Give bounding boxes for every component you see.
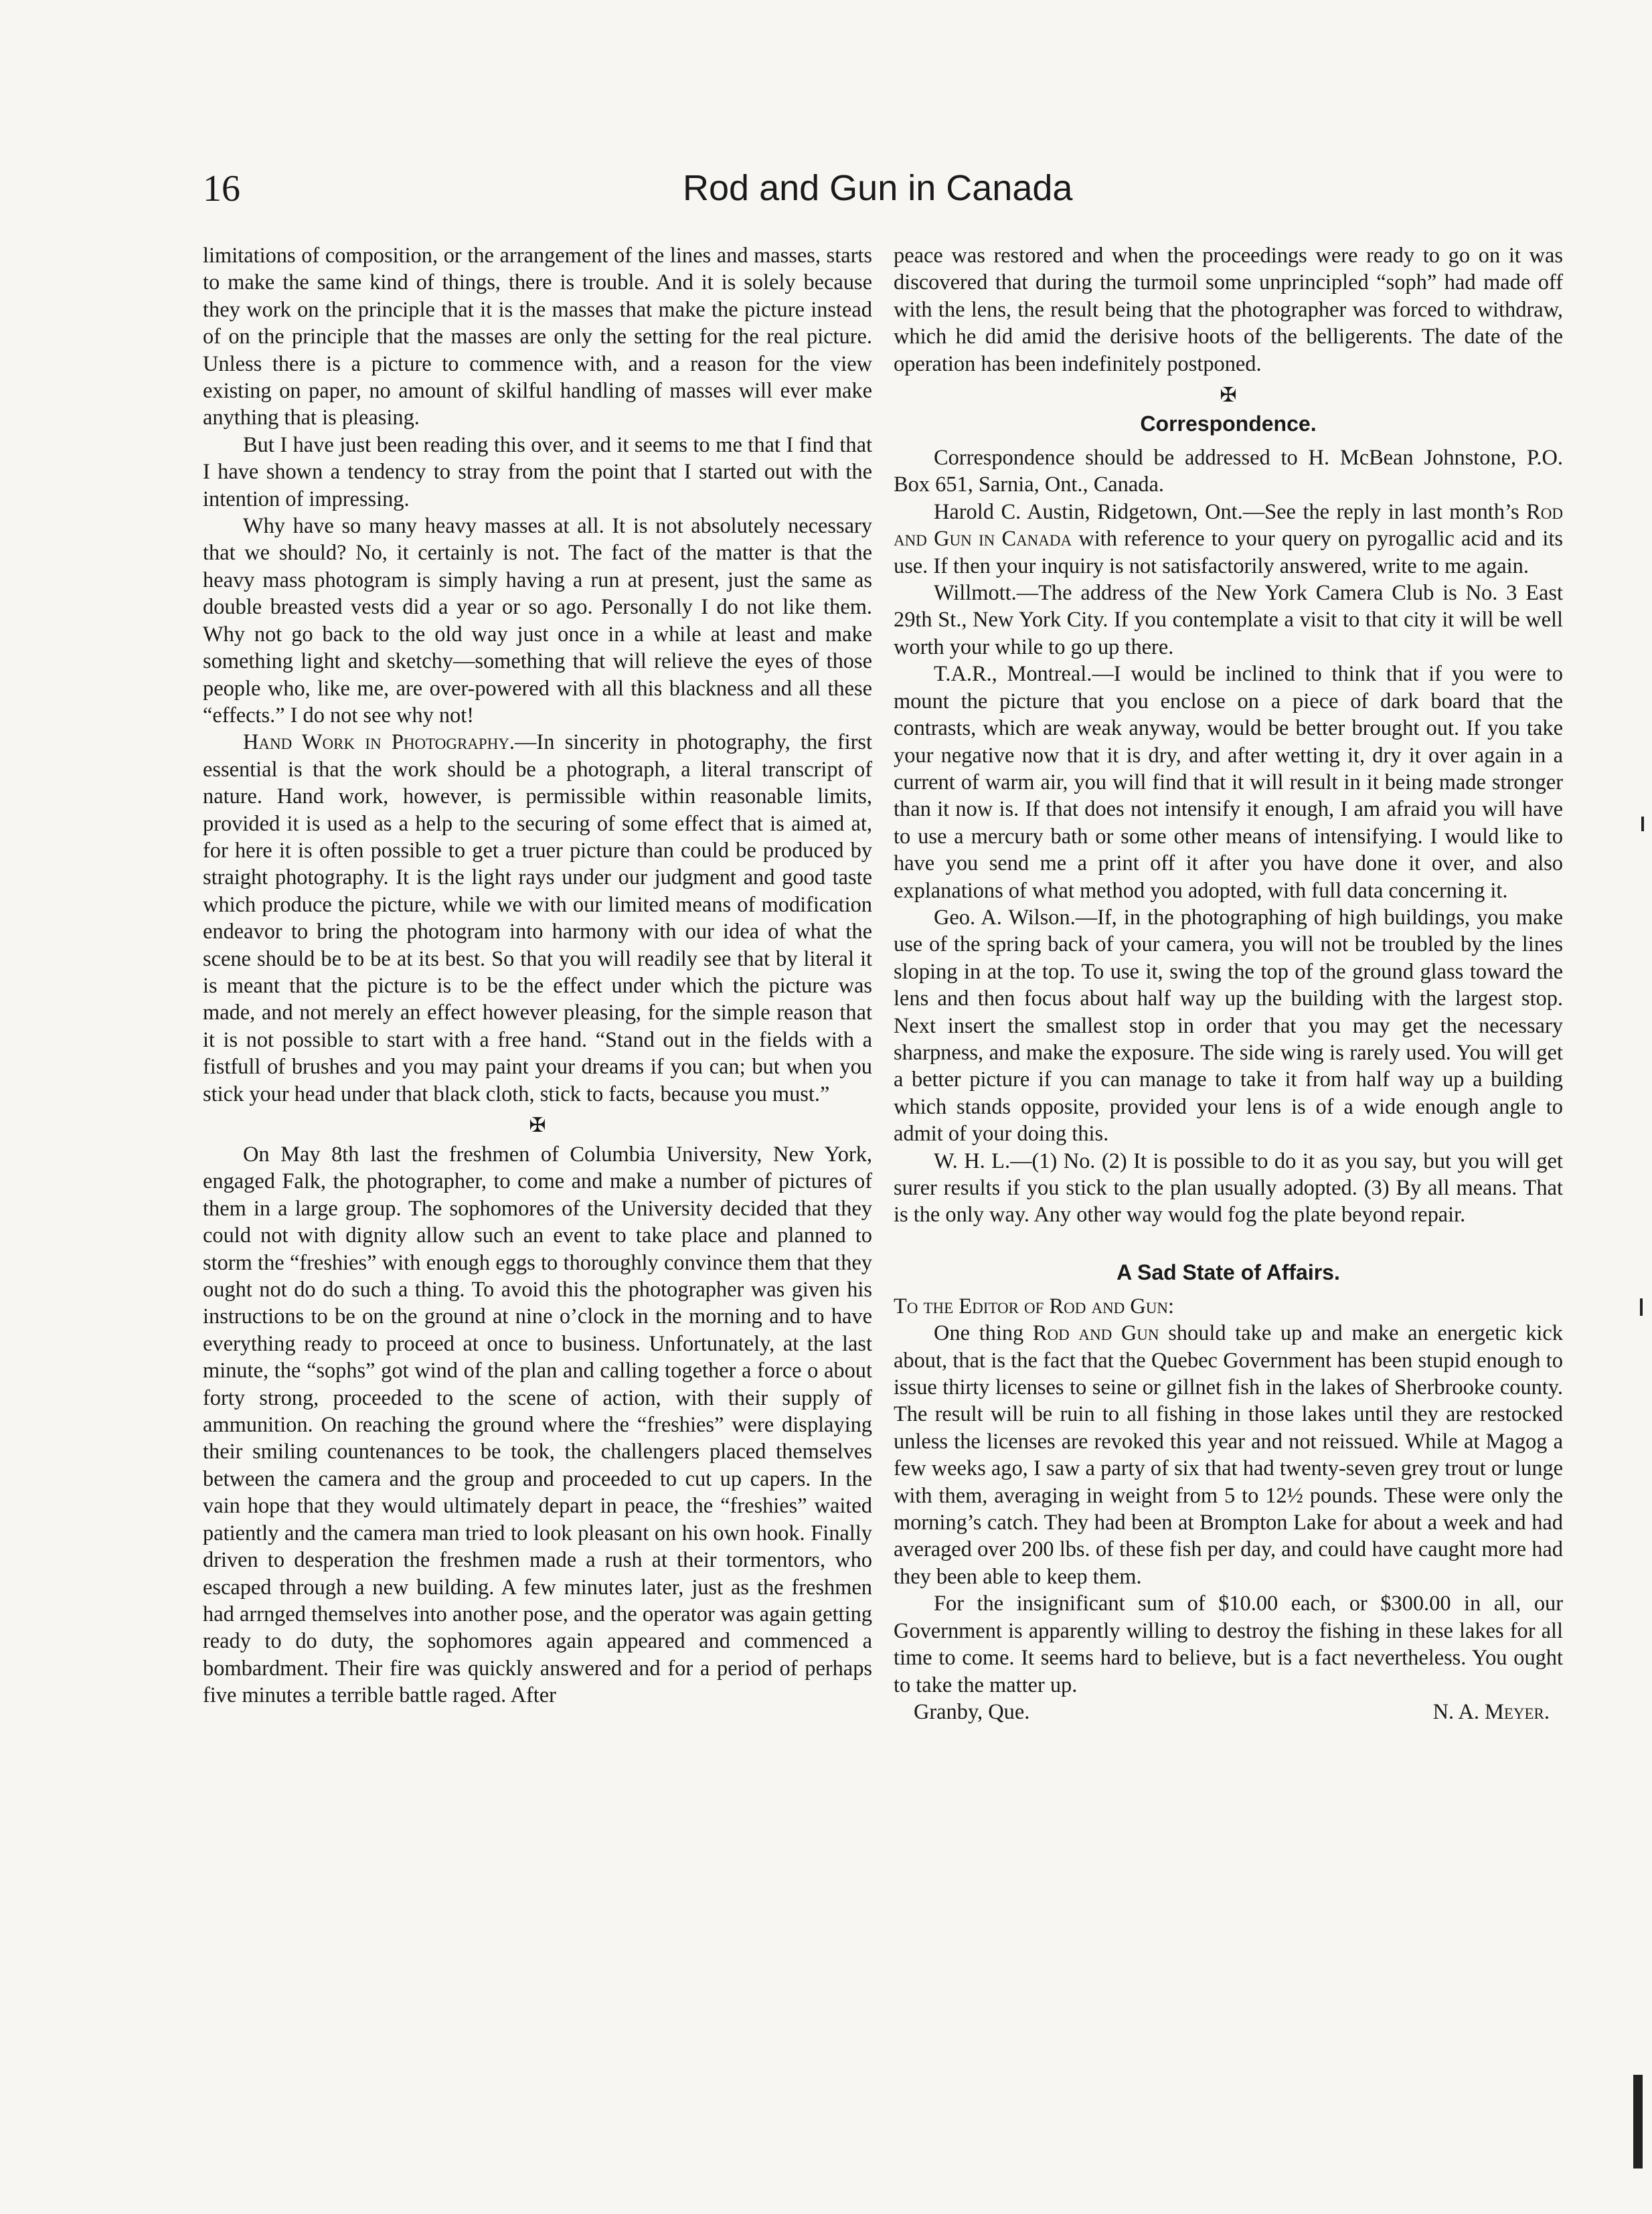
publication-name: Rod and Gun (1032, 1321, 1159, 1346)
text-run: One thing (934, 1321, 1033, 1346)
signature-place: Granby, Que. (914, 1699, 1030, 1724)
page-header (0, 167, 1652, 221)
signature-line (894, 1699, 1563, 1725)
section-separator: ✠ (1220, 384, 1237, 407)
publication-name: Rod and Gun in Canada (894, 499, 1563, 551)
paragraph: W. H. L.—(1) No. (2) It is possible to do it as you say, but you will get surer results if you stick to the plan usually adopted. (3) By all means. That is the only way. Any other way would fog the plate beyond repair. (894, 1148, 1563, 1227)
run-in-heading: Hand Work in Photography. (243, 730, 515, 755)
paragraph (894, 499, 1563, 580)
paragraph: Geo. A. Wilson.—If, in the photographing of high buildings, you make use of the spring back of your camera, you will not be troubled by the lines sloping in at the top. To use it, swing the top of the ground glass toward the lens and then focus about half way up the building with the largest stop. Next insert the smallest stop in order that you may get the necessary sharpness, and make the exposure. The side wing is rarely used. You will get a better picture if you can manage to take it from half way up a building which stands opposite, provided your lens is of a wide enough angle to admit of your doing this. (894, 905, 1563, 1146)
sad-state-heading: A Sad State of Affairs. (1117, 1260, 1340, 1284)
right-column (894, 242, 1563, 1725)
paragraph: Correspondence should be addressed to H. McBean Johnstone, P.O. Box 651, Sarnia, Ont., Canada. (894, 446, 1563, 497)
paragraph: Willmott.—The address of the New York Camera Club is No. 3 East 29th St., New York City. If you contemplate a visit to that city it will be well worth your while to go up there. (894, 581, 1563, 659)
paragraph: But I have just been reading this over, and it seems to me that I find that I have shown a tendency to stray from the point that I started out with the intention of impressing. (203, 432, 872, 511)
paragraph-text: —In sincerity in photography, the first essential is that the work should be a photograph, a literal transcript of nature. Hand work, however, is permissible within reasonable limits, provided it is used as a help to the securing of some effect that is aimed at, for here it is often possible to get a truer picture than could be produced by straight photography. It is the light rays under our judgment and good taste which produce the picture, while we with our limited means of modification endeavor to bring the photogram into harmony with our idea of what the scene should be to be at its best. So that you will readily see that by literal it is meant that the picture is to be the effect under which the picture was made, and not merely an effect however pleasing, for the simple reason that it is not possible to start with a free hand. “Stand out in the fields with a fistfull of brushes and you may paint your dreams if you can; but when you stick your head under that black cloth, stick to facts, because you must.” (203, 730, 872, 1106)
paragraph: For the insignificant sum of $10.00 each, or $300.00 in all, our Government is apparently willing to destroy the fishing in these lakes for all time to come. It seems hard to believe, but is a fact nevertheless. You ought to take the matter up. (894, 1592, 1563, 1697)
signature-name: N. A. Meyer. (1432, 1699, 1550, 1724)
paragraph (894, 1320, 1563, 1590)
text-run: with reference to your query on pyrogallic acid and its use. If then your inquiry is not satisfactorily answered, write to me again. (894, 527, 1563, 578)
page-number: 16 (203, 168, 240, 209)
text-run: Harold C. Austin, Ridgetown, Ont.—See the reply in last month’s (934, 499, 1527, 524)
paragraph-hand-work (203, 729, 872, 1108)
scan-edge-mark (1633, 2075, 1643, 2168)
scan-edge-mark (1641, 817, 1644, 831)
left-column (203, 242, 872, 1709)
paragraph: T.A.R., Montreal.—I would be inclined to think that if you were to mount the picture that you enclose on a piece of dark board that the contrasts, which are weak anyway, would be better brought out. If you take your negative now that it is dry, and after wetting it, dry it over again in a current of warm air, you will find that it will result in it being made stronger than it now is. If that does not intensify it enough, I am afraid you will have to use a mercury bath or some other means of intensifying. I would like to have you send me a print off it after you have done it over, and also explanations of what method you adopted, with full data concerning it. (894, 662, 1563, 903)
running-title: Rod and Gun in Canada (683, 168, 1073, 208)
text-run: should take up and make an energetic kick about, that is the fact that the Quebec Government has been stupid enough to issue thirty licenses to seine or gillnet fish in the lakes of Sherbrooke county. The result will be ruin to all fishing in those lakes until they are restocked unless the licenses are revoked this year and not reissued. While at Magog a few weeks ago, I saw a party of six that had twenty-seven grey trout or lunge with them, averaging in weight from 5 to 12½ pounds. These were only the morning’s catch. They had been at Brompton Lake for about a week and had averaged over 200 lbs. of these fish per day, and could have caught more had they been able to keep them. (894, 1321, 1563, 1589)
section-separator: ✠ (529, 1114, 546, 1136)
paragraph: limitations of composition, or the arrangement of the lines and masses, starts to make the same kind of things, there is trouble. And it is solely because they work on the principle that it is the masses that make the picture instead of on the principle that the masses are only the setting for the real picture. Unless there is a picture to commence with, and a reason for the view existing on paper, no amount of skilful handling of masses will ever make anything that is pleasing. (203, 244, 872, 430)
paragraph: peace was restored and when the proceedings were ready to go on it was discovered that during the turmoil some unprincipled “soph” had made off with the lens, the result being that the photographer was forced to withdraw, which he did amid the derisive hoots of the belligerents. The date of the operation has been indefinitely postponed. (894, 244, 1563, 376)
paragraph: Why have so many heavy masses at all. It is not absolutely necessary that we should? No, it certainly is not. The fact of the matter is that the heavy mass photogram is simply having a run at present, just the same as double breasted vests did a year or so ago. Personally I do not like them. Why not go back to the old way just once in a while at least and make something light and sketchy—something that will relieve the eyes of those people who, like me, are over-powered with all this blackness and all these “effects.” I do not see why not! (203, 514, 872, 728)
salutation: To the Editor of Rod and Gun: (894, 1294, 1174, 1318)
paragraph: On May 8th last the freshmen of Columbia University, New York, engaged Falk, the photographer, to come and make a number of pictures of them in a large group. The sophomores of the University decided that they could not with dignity allow such an event to take place and planned to storm the “freshies” with enough eggs to thoroughly convince them that they ought not do do such a thing. To avoid this the photographer was given his instructions to be on the ground at nine o’clock in the morning and to have everything ready to proceed at once to business. Unfortunately, at the last minute, the “sophs” got wind of the plan and calling together a force o about forty strong, proceeded to the scene of action, with their supply of ammunition. On reaching the ground where the “freshies” were displaying their smiling countenances to be took, the challengers placed themselves between the camera and the group and proceeded to cut up capers. In the vain hope that they would ultimately depart in peace, the “freshies” waited patiently and the camera man tried to look pleasant on his own hook. Finally driven to desperation the freshmen made a rush at their tormentors, who escaped through a new building. A few minutes later, just as the freshmen had arrnged themselves into another pose, and the operator was again getting ready to do duty, the sophomores again appeared and commenced a bombardment. Their fire was quickly answered and for a period of perhaps five minutes a terrible battle raged. After (203, 1142, 872, 1708)
scan-edge-mark (1640, 1298, 1643, 1316)
correspondence-heading: Correspondence. (1140, 412, 1317, 436)
